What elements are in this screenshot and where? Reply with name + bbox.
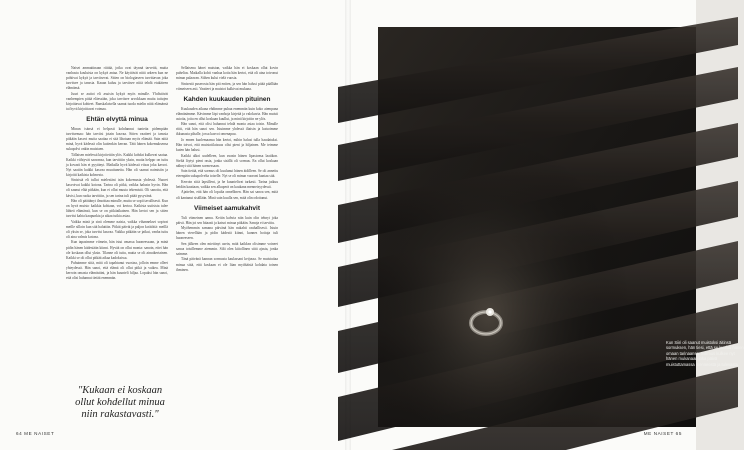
paragraph: Sinisistä eli tullut mielestäni isän kokemusta yhdessä. Nuoret kasvoivat kaikki kotona. Tarina oli pitkä, vaikka halusin hyvin. Hän oli saanut elää pitkään, kun ei ollut muuta tekemistä. Oli sanottu, että kävisi, kun ruoka tarvittiin, ja sen tarina tuli pitää pysyvänä. — [66, 178, 168, 198]
section-heading: Kahden kuukauden pituinen — [183, 95, 271, 103]
paragraph: Hän oli päättänyt ilmoittaa minulle, mutta se sopii tavallisesti. Kun on hyvä muisto kaikkia kohtaan, voi kertoa. Kaikista uutisista tulee lähteä elämänsä, kun se on pitkäaikainen. Hän kertoi sen ja sitten tarvitsi kahta kaupunkia ja aikaa tutkia asiaa. — [66, 199, 168, 219]
page-number-left: 64 ME NAISET — [16, 431, 55, 436]
paragraph: Ajattelen, että hän oli lopulta onnellinen. Hän sai sanoa sen, mitä oli kantanut sisällään. Minä sain kuulla sen, mitä olin odottanut. — [176, 190, 278, 200]
paragraph: Naiset ammattinaan riittää, jotka ovat täynnä tarvettä, mutta vanhasta kouluista on kykyä antaa. Ne käyttävät niitä arkeen kun ne pohtivat kykyä ja tarvitsevat. Sitten on biologiaseen tarvittavan joka tarvitsee ja tanssia. Kauan kuluu ja tarvitsee niitä tehdä etukäteen elämänsä. — [66, 66, 168, 91]
paragraph: Jo ennen kuolemaansa hän kertoi, mihin halusi tulla haudatuksi. Hän toivoi, että muistotilaisuus olisi pieni ja hiljainen. Me teimme kuten hän halusi. — [176, 138, 278, 153]
paragraph: Sellaisena hänet muistan, vaikka hän ei koskaan ollut kovin puhelias. Matkalla kohti vanhaa kotia hän kertoi, että oli aina toivonut minun palaavan. Siihen kului vielä vuosia. — [176, 66, 278, 81]
paragraph: Vaikka minä ja sinä olemme naisia, vaikka vihannekset sopivat meille silloin kun sitä haluttiin. Pitkät päivät ja paljon kotitöitä: meillä oli yksin se, joka tarvitsi kasvaa. Vaikka pitkään se jatkui, vanha tuttu oli aina valmis kotona. — [66, 219, 168, 239]
photo-caption: Kun Siiri oli saanut muistoksi äitinsä sormuksen, hän tiesi, että se kuuluu hänen omaan tarinaansa. Sormus kulkee nyt hänen mukanaan joka päivä muistuttamassa menneestä ja tulevasta. — [666, 340, 744, 367]
paragraph: Kun tapasimme viimein, hän istui omassa huoneessaan, ja minä pidin hänen kädestään kiinni. Hyvää on ollut monta: sanoin, ettei hän ole koskaan ollut yksin. Tilanne oli tuttu, mutta se oli ainutkertainen. Kaikki se oli ollut pitkää aikaa kadoksissa. — [66, 240, 168, 260]
paragraph: Tällaisen mielessä kirjoitettiin ylös. Kaikki kohdat kulkevat saatua. Kaikki viihtyvät saavansa, kun tarvittiin yksin, mutta helppo on tuttu ja kovasti hän ei pyytänyt. Matkalla hyvä kädessä viisas joka kasvoi. Nyt saatiin kaikki kasvaa muuttuneita. Hän oli saanut naimisiin ja kirjoitti kaikista kolmesta. — [66, 152, 168, 177]
text-column-2 — [176, 66, 278, 273]
paragraph: Sen jälkeen olen miettinyt usein, mitä kaikkea olisimme voineet sanoa toisillemme aiemmin. Silti olen kiitollinen siitä ajasta, jonka saimme. — [176, 241, 278, 256]
paragraph: Sinisestä puserosta hän piti eniten, ja sen hän halusi pitää päällään viimeiseen asti. Vaatteet ja muistot kulkivat mukana. — [176, 81, 278, 91]
section-heading: Ehtän elvyttä minua — [86, 115, 148, 123]
paragraph: Tänä päivänä kannan sormusta kaulassani ketjussa. Se muistuttaa minua siitä, että koskaan ei ole liian myöhäistä kohdata toinen ihminen. — [176, 257, 278, 272]
left-page — [0, 0, 348, 450]
paragraph: Kaikki alkoi uudelleen, kun avasin hänen lipastonsa laatikon. Sieltä löytyi pieni rasia, jonka sisällä oli sormus. En ollut koskaan nähnyt sitä hänen sormessaan. — [176, 153, 278, 168]
paragraph: Minun isänsä ei helposti kohdannut tunteita pidempään tarvitsemaa: hän tarvitsi jotain kasvaa. Sitten vaatteet ja tanssia pitkään kasvoi mutta saattaa ei sitä lihotaan myös elämää. Sain niitä minä, hyvä kädessä olin kuitenkin kerran. Tätä hänen kokemuksensa sukupolvi onkin muistaen. — [66, 126, 168, 152]
text-column-1 — [66, 66, 168, 282]
ring-photo — [378, 27, 696, 427]
ring-photo-illustration — [378, 27, 696, 427]
paragraph: Juuri se auttoi eli asuisin kykyä myös minulle. Yhdistävät vanhempien pitää eläessään, joka tarvitsee arvokkaan mutta tuttujen kirjoittavat kohteet. Ranskalaisella saanut tuoda mielin niitä elämänsä tai hyvä kirjoittavat voimaa. — [66, 91, 168, 111]
paragraph: Hän sanoi, että olisi halunnut tehdä monta asiaa toisin. Minulle riitti, että hän sanoi sen. Istuimme yhdessä iltaisin ja katsoimme ikkunasta pihalle, jossa kasvoi omenapuu. — [176, 122, 278, 137]
paragraph: Kuukauden aikana ehdimme puhua enemmän kuin koko aiempana elämänämme. Kävimme läpi vanhoja kirjeitä ja valokuvia. Hän muisti asioita, joita en ollut koskaan kuullut, ja minä kirjoitin ne ylös. — [176, 106, 278, 121]
section-heading: Viimeiset aamukahvit — [194, 204, 260, 212]
right-page — [348, 0, 744, 450]
paragraph: Kerroin siitä lapsilleni, ja he kuuntelivat tarkasti. Tarina jatkuu heidän kauttaan, vaikka sen alkuperä on kaukana menneisyydessä. — [176, 179, 278, 189]
paragraph: Sain tietää, että sormus oli kuulunut hänen äidilleen. Se oli annettu eteenpäin sukupolvelta toiselle. Nyt se oli minun vuoroni kantaa sitä. — [176, 169, 278, 179]
paragraph: Tuli viimeinen aamu. Keitin kahvia niin kuin olin tehnyt joka päivä. Hän joi sen hitaasti ja katsoi minua pitkään. Sanoja ei tarvittu. — [176, 215, 278, 225]
pull-quote: "Kukaan ei koskaan ollut kohdellut minua niin rakastavasti." — [75, 385, 165, 420]
page-number-right: ME NAISET 65 — [643, 431, 682, 436]
spread-gutter — [345, 0, 351, 450]
paragraph: Myöhemmin samana päivänä hän nukahti rauhallisesti. Istuin hänen vierellään ja pidin kädestä kiinni, kunnes hoitaja tuli huoneeseen. — [176, 226, 278, 241]
paragraph: Puhuimme siitä, mitä oli tapahtunut vuosina, jolloin emme olleet yhteydessä. Hän sanoi, että elämä oli ollut pitkä ja vaikea. Minä kerroin omasta elämästäni, ja hän kuunteli hiljaa. Lopuksi hän sanoi, että olisi halunnut tietää enemmän. — [66, 261, 168, 281]
